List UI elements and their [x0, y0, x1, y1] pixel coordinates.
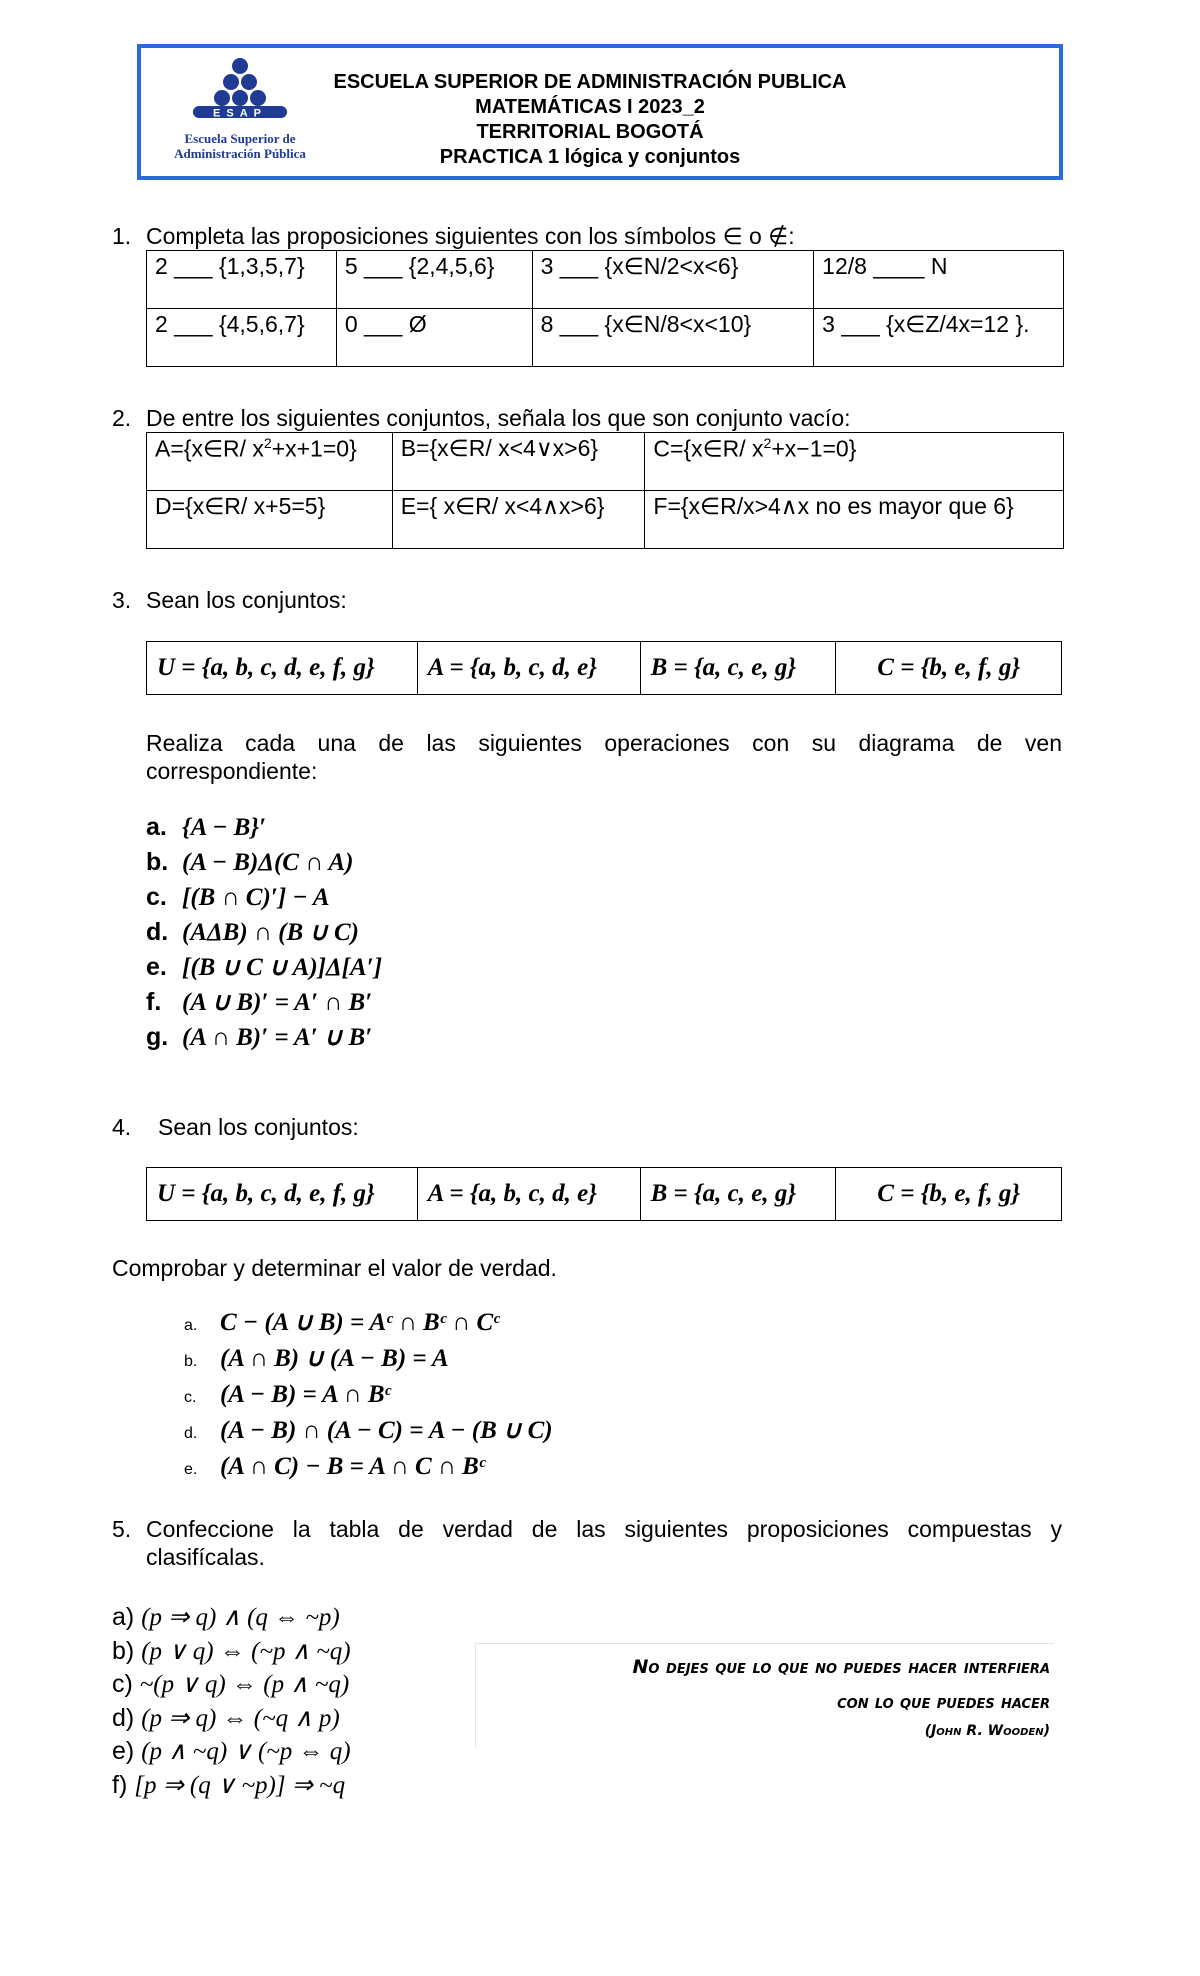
- q1-cell: 2 ___ {1,3,5,7}: [147, 251, 337, 309]
- set-c-text: C={x∈R/ x: [653, 435, 764, 462]
- quote-line-2: con lo que puedes hacer: [837, 1692, 1050, 1713]
- q1-cell: 3 ___ {x∈Z/4x=12 }.: [814, 309, 1064, 367]
- set-c: C = {b, e, f, g}: [836, 642, 1062, 695]
- list-item: [184, 1450, 553, 1486]
- list-item: [146, 1020, 382, 1055]
- q1-cell: 3 ___ {x∈N/2<x<6}: [532, 251, 814, 309]
- list-item: [112, 1735, 351, 1769]
- item-label: e.: [184, 1461, 198, 1478]
- item-label: a): [112, 1603, 135, 1631]
- campus-name: TERRITORIAL BOGOTÁ: [476, 121, 704, 143]
- q3-instruction-1: Realiza cada una de las siguientes operaciones con su diagrama de ven: [146, 730, 1062, 756]
- table-row: [147, 1168, 1062, 1221]
- set-u: U = {a, b, c, d, e, f, g}: [147, 642, 418, 695]
- item-expr: (A ∩ B) ∪ (A − B) = A: [220, 1345, 449, 1372]
- q5-text-2: clasifícalas.: [146, 1544, 265, 1570]
- set-u: U = {a, b, c, d, e, f, g}: [147, 1168, 418, 1221]
- q4-number: 4.: [112, 1114, 132, 1140]
- item-expr: (A − B) = A ∩ Bᶜ: [220, 1381, 391, 1408]
- q2-cell-d: D={x∈R/ x+5=5}: [147, 491, 393, 549]
- q2-table: [146, 432, 1064, 549]
- item-expr: (p ∨ q) ⇔ (~p ∧ ~q): [141, 1637, 351, 1665]
- q3-sets-table: [146, 641, 1062, 695]
- logo-wordmark: ESAP: [213, 107, 267, 118]
- quote-author: (John R. Wooden): [924, 1723, 1050, 1739]
- table-row: [147, 309, 1064, 367]
- q2-cell-b: B={x∈R/ x<4∨x>6}: [392, 433, 645, 491]
- item-expr: ~(p ∨ q) ⇔ (p ∧ ~q): [139, 1671, 350, 1698]
- q1-cell: 8 ___ {x∈N/8<x<10}: [532, 309, 814, 367]
- item-expr: (A ∩ C) − B = A ∩ C ∩ Bᶜ: [220, 1453, 486, 1480]
- item-label: b.: [184, 1353, 198, 1370]
- item-expr: (AΔB) ∩ (B ∪ C): [182, 919, 359, 946]
- item-label: e): [112, 1737, 135, 1765]
- set-c-text-end: +x−1=0}: [771, 435, 857, 462]
- item-label: c.: [146, 883, 167, 911]
- q1-cell: 12/8 ____ N: [814, 251, 1064, 309]
- dots-logo-icon: [165, 56, 315, 118]
- q4-items-list: [184, 1306, 553, 1486]
- item-label: b): [112, 1636, 135, 1665]
- list-item: [184, 1306, 553, 1342]
- q2-cell-a: [147, 433, 393, 491]
- list-item: [112, 1702, 351, 1736]
- set-a-exponent: 2: [263, 435, 272, 451]
- q5-text-1: Confeccione la tabla de verdad de las siguientes proposiciones compuestas y: [146, 1516, 1062, 1542]
- item-expr: (p ⇒ q) ∧ (q ⇔ ~p): [141, 1604, 340, 1631]
- q3-instruction-2: correspondiente:: [146, 758, 318, 784]
- list-item: [146, 915, 382, 950]
- item-label: d.: [184, 1425, 198, 1442]
- table-row: [147, 491, 1064, 549]
- q3-operations-list: [146, 810, 382, 1055]
- item-expr: (A ∩ B)′ = A′ ∪ B′: [182, 1024, 373, 1051]
- q3-text: Sean los conjuntos:: [146, 587, 347, 613]
- item-expr: (A ∪ B)′ = A′ ∩ B′: [182, 989, 373, 1016]
- item-label: d): [112, 1703, 135, 1732]
- q4-text: Sean los conjuntos:: [158, 1114, 359, 1140]
- q2-cell-f: F={x∈R/x>4∧x no es mayor que 6}: [645, 491, 1064, 549]
- list-item: [146, 880, 382, 915]
- q4-instruction: Comprobar y determinar el valor de verdad.: [112, 1255, 557, 1281]
- q1-number: 1.: [112, 223, 132, 249]
- item-expr: (A − B) ∩ (A − C) = A − (B ∪ C): [220, 1417, 553, 1444]
- set-b: B = {a, c, e, g}: [640, 642, 836, 695]
- table-row: [147, 251, 1064, 309]
- set-c-exponent: 2: [763, 435, 772, 451]
- q1-text: Completa las proposiciones siguientes con los símbolos ∈ o ∉:: [146, 223, 795, 249]
- list-item: [146, 950, 382, 985]
- table-row: [147, 433, 1064, 491]
- item-expr: [p ⇒ (q ∨ ~p)] ⇒ ~q: [134, 1771, 346, 1799]
- set-a: A = {a, b, c, d, e}: [417, 1168, 640, 1221]
- q1-cell: 0 ___ Ø: [336, 309, 532, 367]
- logo-caption-1: Escuela Superior de: [184, 131, 296, 146]
- item-label: e.: [146, 953, 167, 981]
- item-label: c.: [184, 1389, 197, 1406]
- list-item: [184, 1378, 553, 1414]
- q1-cell: 2 ___ {4,5,6,7}: [147, 309, 337, 367]
- list-item: [146, 985, 382, 1020]
- set-a-text: A={x∈R/ x: [155, 435, 264, 462]
- esap-logo: [165, 56, 315, 166]
- school-name: ESCUELA SUPERIOR DE ADMINISTRACIÓN PUBLICA: [333, 71, 847, 93]
- practice-title: PRACTICA 1 lógica y conjuntos: [439, 146, 741, 168]
- item-expr: [(B ∪ C ∪ A)]Δ[A′]: [182, 954, 383, 981]
- item-label: a.: [184, 1317, 198, 1334]
- list-item: [146, 845, 382, 880]
- list-item: [146, 810, 382, 845]
- header-titles: [300, 70, 880, 170]
- quote-box: [475, 1643, 1054, 1748]
- item-expr: (p ∧ ~q) ∨ (~p ⇔ q): [141, 1738, 351, 1765]
- q1-cell: 5 ___ {2,4,5,6}: [336, 251, 532, 309]
- q3-number: 3.: [112, 587, 132, 613]
- set-a-text-end: +x+1=0}: [271, 435, 357, 462]
- q2-number: 2.: [112, 405, 132, 431]
- q1-table: [146, 250, 1064, 367]
- item-label: f): [112, 1770, 128, 1799]
- list-item: [112, 1769, 351, 1803]
- q5-number: 5.: [112, 1516, 132, 1542]
- item-expr: {A − B}′: [182, 814, 267, 841]
- item-expr: [(B ∩ C)′] − A: [182, 884, 330, 911]
- list-item: [112, 1668, 351, 1702]
- logo-caption-2: Administración Pública: [174, 146, 306, 161]
- q2-cell-c: [645, 433, 1064, 491]
- table-row: [147, 642, 1062, 695]
- list-item: [112, 1635, 351, 1669]
- set-a: A = {a, b, c, d, e}: [417, 642, 640, 695]
- item-label: b.: [146, 848, 169, 876]
- item-expr: C − (A ∪ B) = Aᶜ ∩ Bᶜ ∩ Cᶜ: [220, 1309, 500, 1336]
- item-expr: (p ⇒ q) ⇔ (~q ∧ p): [141, 1704, 340, 1732]
- set-b: B = {a, c, e, g}: [640, 1168, 836, 1221]
- list-item: [184, 1414, 553, 1450]
- item-label: d.: [146, 918, 169, 946]
- q2-cell-e: E={ x∈R/ x<4∧x>6}: [392, 491, 645, 549]
- item-label: f.: [146, 988, 162, 1016]
- quote-line-1: No dejes que lo que no puedes hacer interfiera: [632, 1656, 1050, 1678]
- q5-items-list: [112, 1601, 351, 1802]
- item-label: g.: [146, 1023, 169, 1051]
- q2-text: De entre los siguientes conjuntos, señala los que son conjunto vacío:: [146, 405, 851, 431]
- item-label: a.: [146, 813, 167, 841]
- q4-sets-table: [146, 1167, 1062, 1221]
- item-expr: (A − B)Δ(C ∩ A): [182, 849, 354, 876]
- list-item: [184, 1342, 553, 1378]
- course-name: MATEMÁTICAS I 2023_2: [475, 96, 705, 118]
- item-label: c): [112, 1670, 133, 1698]
- list-item: [112, 1601, 351, 1635]
- set-c: C = {b, e, f, g}: [836, 1168, 1062, 1221]
